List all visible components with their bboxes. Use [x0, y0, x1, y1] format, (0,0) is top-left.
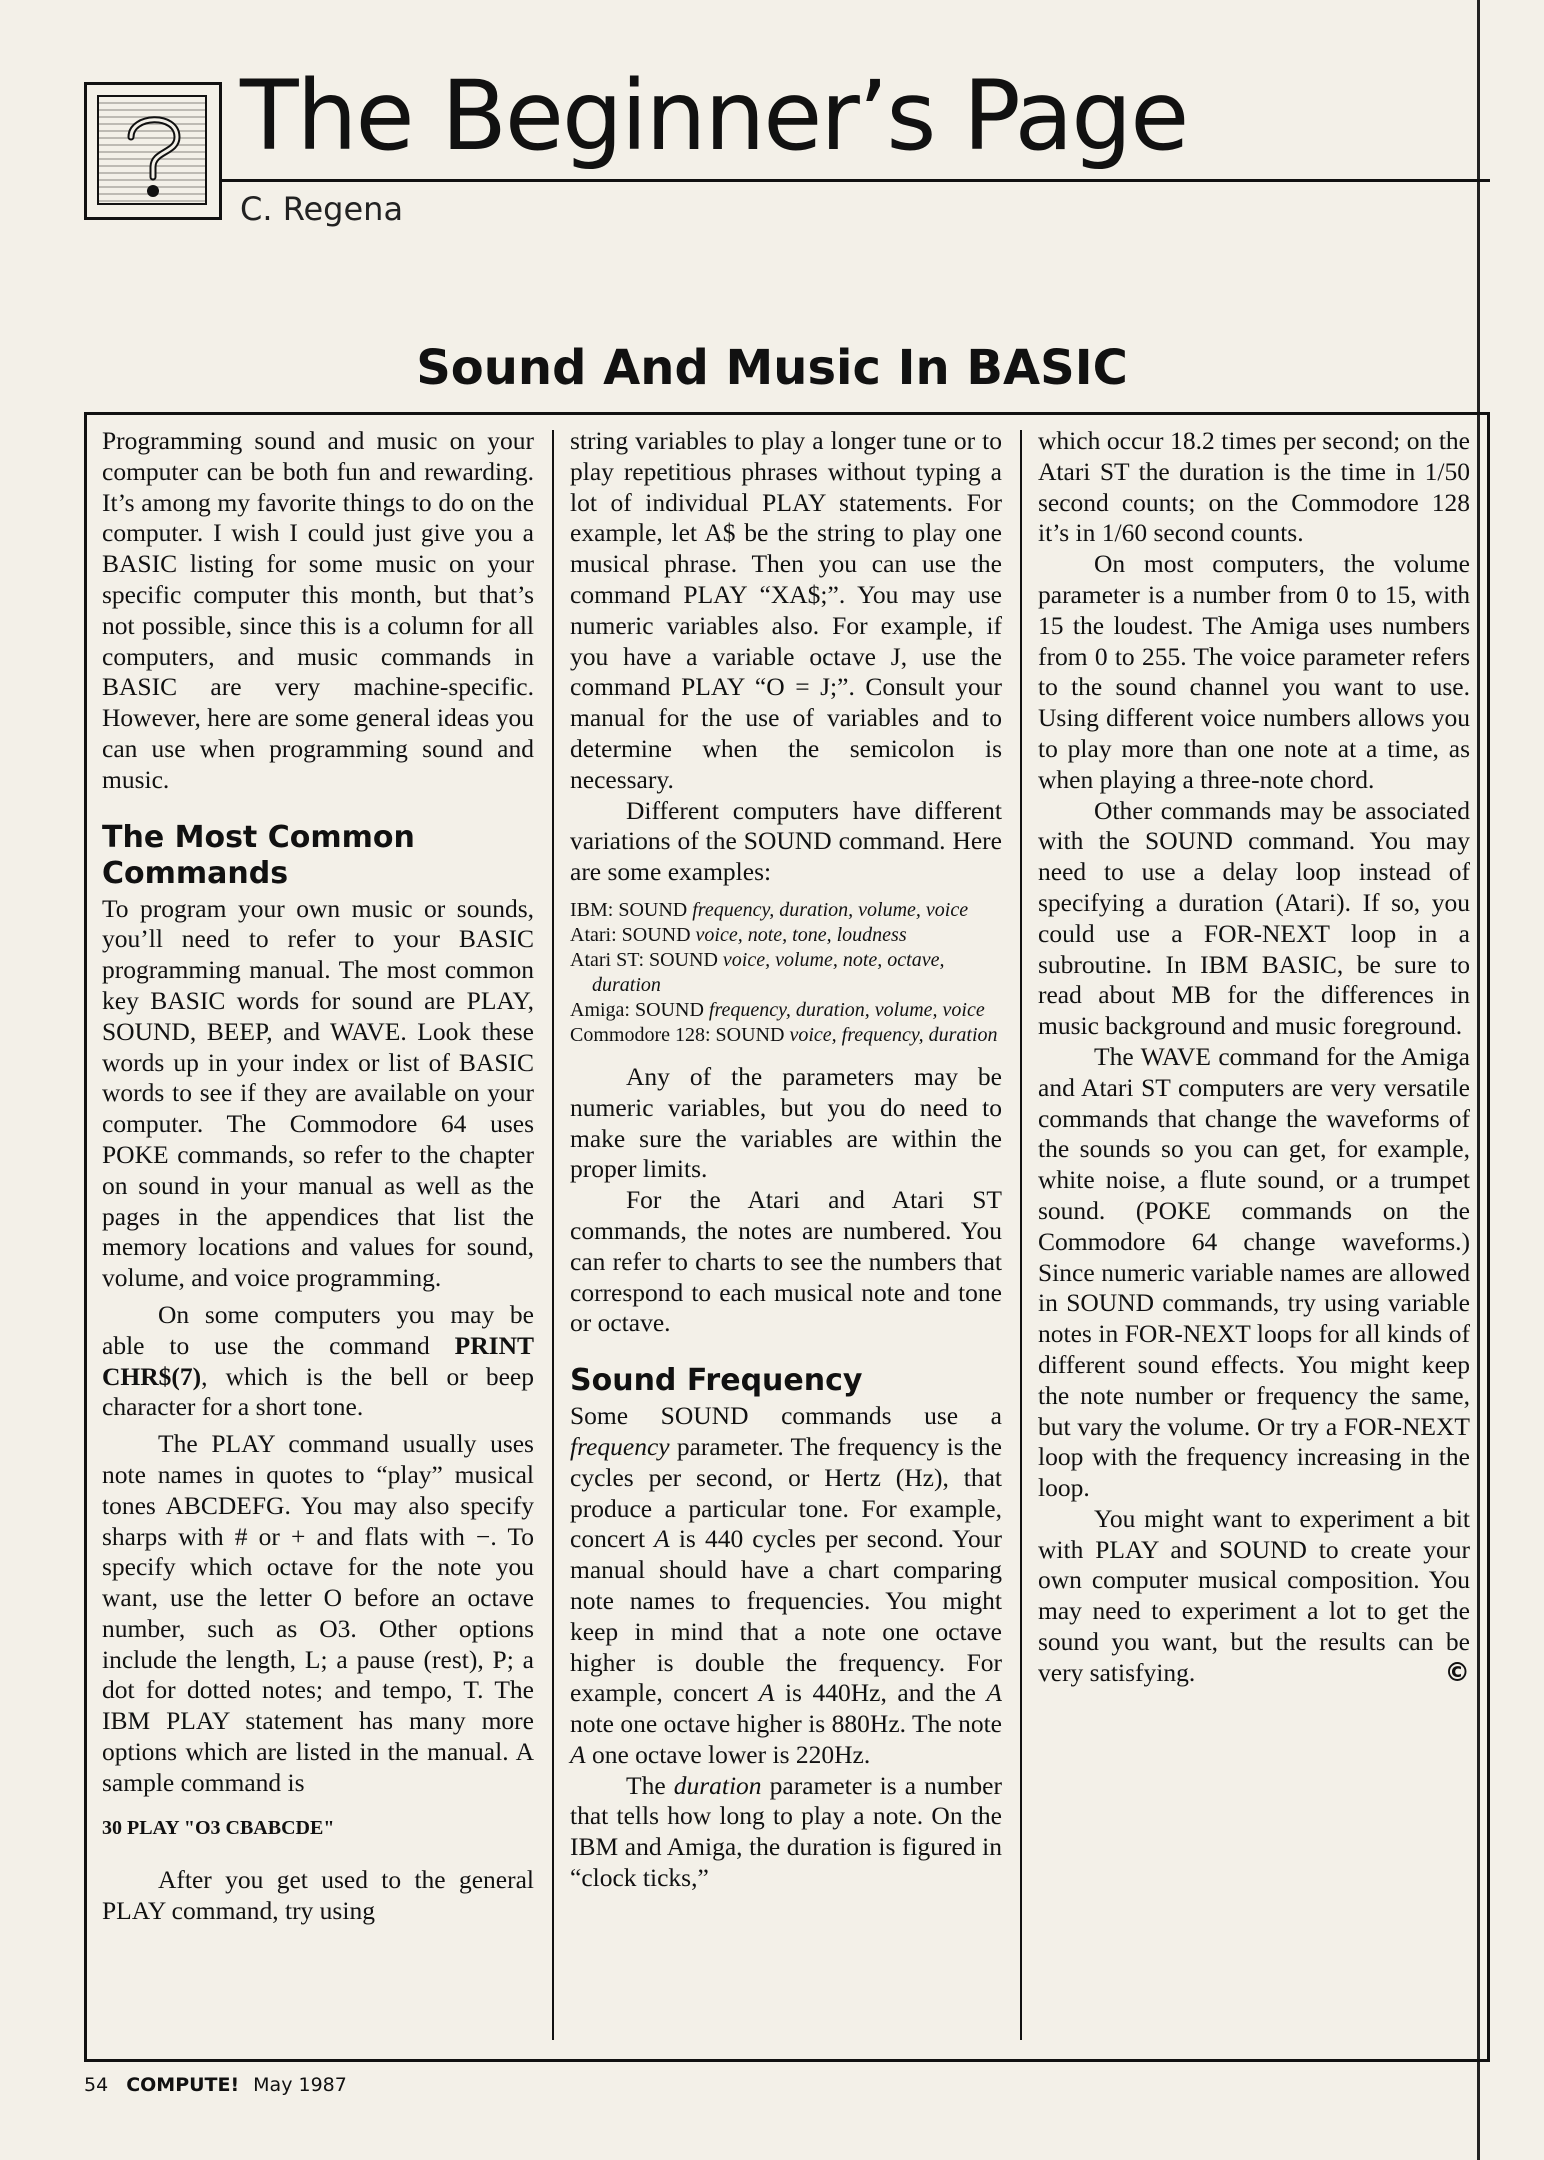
subheading: The Most Common Commands [102, 819, 415, 891]
paragraph: Programming sound and music on your computer can be both fun and rewarding. It’s among my favorite things to do on the computer. I wish I could just give you a BASIC listing for some music on your specific computer this month, but that’s not possible, since this is a column for all computers, and music commands in BASIC are very machine-specific. However, here are some general ideas you can use when programming sound and music. [102, 426, 534, 794]
list-item: IBM: SOUND frequency, duration, volume, voice [570, 898, 969, 921]
list-item: Atari ST: SOUND voice, volume, note, octave, duration [570, 948, 945, 996]
column-2 [570, 426, 1002, 1894]
paragraph: On some computers you may be able to use the command PRINT CHR$(7), which is the bell or beep character for a short tone. [102, 1299, 534, 1422]
column-divider [1020, 430, 1022, 2040]
paragraph: string variables to play a longer tune or to play repetitious phrases without typing a lot of individual PLAY statements. For example, let A$ be the string to play one musical phrase. Then you can use the command PLAY “XA$;”. You may use numeric variables also. For example, if you have a variable octave J, use the command PLAY “O = J;”. Consult your manual for the use of variables and to determine when the semicolon is necessary. [570, 426, 1002, 794]
paragraph: After you get used to the general PLAY command, try using [102, 1865, 534, 1926]
paragraph: which occur 18.2 times per second; on the Atari ST the duration is the time in 1/50 second counts; on the Commodore 128 it’s in 1/60 second counts. [1038, 426, 1470, 548]
paragraph: You might want to experiment a bit with PLAY and SOUND to create your own computer musical composition. You may need to experiment a lot to get the sound you want, but the results can be very satisfying. © [1038, 1503, 1470, 1688]
beginners-page-logo [84, 82, 222, 220]
list-item: Atari: SOUND voice, note, tone, loudness [570, 923, 907, 946]
article-title: Sound And Music In BASIC [416, 340, 1128, 396]
paragraph: To program your own music or sounds, you’ll need to refer to your BASIC programming manual. The most common key BASIC words for sound are PLAY, SOUND, BEEP, and WAVE. Look these words up in your index or list of BASIC words to see if they are available on your computer. The Commodore 64 uses POKE commands, so refer to the chapter on sound in your manual as well as the pages in the appendices that list the memory locations and values for sound, volume, and voice programming. [102, 893, 534, 1293]
column-3 [1038, 426, 1470, 1689]
issue-date: May 1987 [253, 2074, 347, 2096]
paragraph: Different computers have different variations of the SOUND command. Here are some examples: [570, 795, 1002, 887]
column-divider [552, 430, 554, 2040]
page-footer [84, 2074, 347, 2096]
paragraph: The duration parameter is a number that tells how long to play a note. On the IBM and Amiga, the duration is figured in “clock ticks,” [570, 1770, 1002, 1893]
column-1 [102, 426, 534, 1927]
paragraph: For the Atari and Atari ST commands, the notes are numbered. You can refer to charts to see the numbers that correspond to each musical note and tone or octave. [570, 1185, 1002, 1338]
section-title: The Beginner’s Page [240, 60, 1188, 172]
paragraph: The PLAY command usually uses note names in quotes to “play” musical tones ABCDEFG. You may also specify sharps with # or + and flats with −. To specify which octave for the note you want, use the letter O before an octave number, such as O3. Other options include the length, L; a pause (rest), P; a dot for dotted notes; and tempo, T. The IBM PLAY statement has many more options which are listed in the manual. A sample command is [102, 1429, 534, 1797]
inline-code: PRINT CHR$(7) [102, 1330, 534, 1391]
sound-syntax-list [570, 898, 1002, 1048]
paragraph: The WAVE command for the Amiga and Atari ST computers are very versatile commands that change the waveforms of the sounds so you can get, for example, white noise, a flute sound, or a trumpet sound. (POKE commands on the Commodore 64 change waveforms.) Since numeric variable names are allowed in SOUND commands, try using variable notes in FOR-NEXT loops for all kinds of different sound effects. You might keep the note number or frequency the same, but vary the volume. Or try a FOR-NEXT loop with the frequency increasing in the loop. [1038, 1041, 1470, 1503]
author-name: C. Regena [240, 190, 404, 228]
subheading: Sound Frequency [570, 1363, 863, 1399]
paragraph: On most computers, the volume parameter is a number from 0 to 15, with 15 the loudest. The Amiga uses numbers from 0 to 255. The voice parameter refers to the sound channel you want to use. Using different voice numbers allows you to play more than one note at a time, as when playing a three-note chord. [1038, 549, 1470, 794]
header-rule [222, 179, 1490, 182]
end-mark-icon: © [1444, 1657, 1470, 1688]
magazine-name: COMPUTE! [126, 2074, 240, 2096]
paragraph: Other commands may be associated with the SOUND command. You may need to use a delay loop instead of specifying a duration (Atari). If so, you could use a FOR-NEXT loop in a subroutine. In IBM BASIC, be sure to read about MB for the differences in music background and music foreground. [1038, 795, 1470, 1041]
list-item: Commodore 128: SOUND voice, frequency, duration [570, 1023, 998, 1046]
list-item: Amiga: SOUND frequency, duration, volume, voice [570, 998, 985, 1021]
paragraph: Some SOUND commands use a frequency parameter. The frequency is the cycles per second, or Hertz (Hz), that produce a particular tone. For example, concert A is 440 cycles per second. Your manual should have a chart comparing note names to frequencies. You might keep in mind that a note one octave higher is double the frequency. For example, concert A is 440Hz, and the A note one octave higher is 880Hz. The note A one octave lower is 220Hz. [570, 1401, 1002, 1769]
code-sample: 30 PLAY "O3 CBABCDE" [102, 1816, 335, 1839]
question-mark-icon [87, 85, 219, 217]
paragraph: Any of the parameters may be numeric variables, but you do need to make sure the variables are within the proper limits. [570, 1061, 1002, 1184]
page-number: 54 [84, 2074, 109, 2096]
